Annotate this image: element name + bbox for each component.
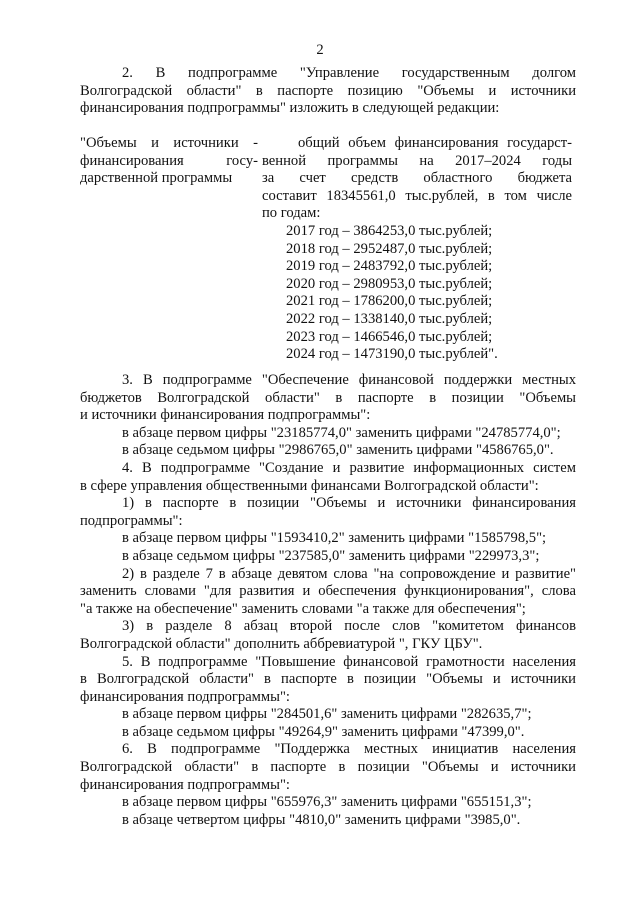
year-amount: 2018 год – 2952487,0 тыс.рублей; <box>286 240 493 257</box>
amendments-body <box>80 372 576 829</box>
value-line: венной программы на 2017–2024 годы <box>262 152 572 169</box>
paragraph-line: финансирования подпрограммы" изложить в следующей редакции: <box>80 100 500 117</box>
value-line: за счет средств областного бюджета <box>262 170 572 187</box>
paragraph-2 <box>80 65 576 118</box>
body-line: финансирования подпрограммы": <box>80 776 290 793</box>
body-line: 3) в разделе 8 абзац второй после слов "комитетом финансов <box>122 618 576 635</box>
label-line: дарственной программы <box>80 170 233 187</box>
body-line: в абзаце первом цифры "23185774,0" заменить цифрами "24785774,0"; <box>122 424 561 441</box>
passport-position-value <box>262 135 572 364</box>
body-line: заменить словами "для развития и обеспечения функционирования", слова <box>80 583 576 600</box>
body-line: в абзаце четвертом цифры "4810,0" заменить цифрами "3985,0". <box>122 811 521 828</box>
body-line: Волгоградской области" в паспорте в позиции "Объемы и источники <box>80 759 576 776</box>
label-line: финансирования госу- <box>80 152 258 169</box>
body-line: в Волгоградской области" в паспорте в позиции "Объемы и источники <box>80 671 576 688</box>
body-line: 1) в паспорте в позиции "Объемы и источники финансирования <box>122 495 576 512</box>
year-amount: 2021 год – 1786200,0 тыс.рублей; <box>286 293 493 310</box>
year-amount: 2020 год – 2980953,0 тыс.рублей; <box>286 275 493 292</box>
paragraph-line: Волгоградской области" в паспорте позицию "Объемы и источники <box>80 82 576 99</box>
body-line: в абзаце седьмом цифры "237585,0" заменить цифрами "229973,3"; <box>122 547 540 564</box>
body-line: 4. В подпрограмме "Создание и развитие информационных систем <box>122 459 576 476</box>
body-line: 3. В подпрограмме "Обеспечение финансовой поддержки местных <box>122 372 576 388</box>
passport-position-label <box>80 135 258 188</box>
year-amount: 2023 год – 1466546,0 тыс.рублей; <box>286 328 493 345</box>
year-amount: 2022 год – 1338140,0 тыс.рублей; <box>286 310 493 327</box>
body-line: 5. В подпрограмме "Повышение финансовой грамотности населения <box>122 653 576 670</box>
page-number: 2 <box>316 42 324 58</box>
value-line: составит 18345561,0 тыс.рублей, в том числе <box>262 187 572 204</box>
label-line: "Объемы и источники - <box>80 135 258 151</box>
body-line: 2) в разделе 7 в абзаце девятом слова "на сопровождение и развитие" <box>122 565 576 582</box>
body-line: "а также на обеспечение" заменить словами "а также для обеспечения"; <box>80 600 526 617</box>
body-line: и источники финансирования подпрограммы": <box>80 407 371 424</box>
body-line: подпрограммы": <box>80 512 183 529</box>
yearly-amounts <box>262 223 572 364</box>
value-line: по годам: <box>262 205 321 222</box>
body-line: в сфере управления общественными финансами Волгоградской области": <box>80 477 539 494</box>
body-line: бюджетов Волгоградской области" в паспорте в позиции "Объемы <box>80 389 576 406</box>
value-line: общий объем финансирования государст- <box>298 135 572 151</box>
year-amount: 2024 год – 1473190,0 тыс.рублей". <box>286 346 498 363</box>
body-line: в абзаце седьмом цифры "2986765,0" заменить цифрами "4586765,0". <box>122 442 554 459</box>
year-amount: 2017 год – 3864253,0 тыс.рублей; <box>286 222 493 239</box>
paragraph-line: 2. В подпрограмме "Управление государственным долгом <box>122 65 576 81</box>
body-line: в абзаце первом цифры "284501,6" заменить цифрами "282635,7"; <box>122 706 532 723</box>
body-line: финансирования подпрограммы": <box>80 688 290 705</box>
body-line: в абзаце первом цифры "1593410,2" заменить цифрами "1585798,5"; <box>122 530 547 547</box>
body-line: Волгоградской области" дополнить аббревиатурой ", ГКУ ЦБУ". <box>80 635 483 652</box>
body-line: в абзаце первом цифры "655976,3" заменить цифрами "655151,3"; <box>122 794 532 811</box>
year-amount: 2019 год – 2483792,0 тыс.рублей; <box>286 258 493 275</box>
body-line: 6. В подпрограмме "Поддержка местных инициатив населения <box>122 741 576 758</box>
body-line: в абзаце седьмом цифры "49264,9" заменить цифрами "47399,0". <box>122 723 525 740</box>
